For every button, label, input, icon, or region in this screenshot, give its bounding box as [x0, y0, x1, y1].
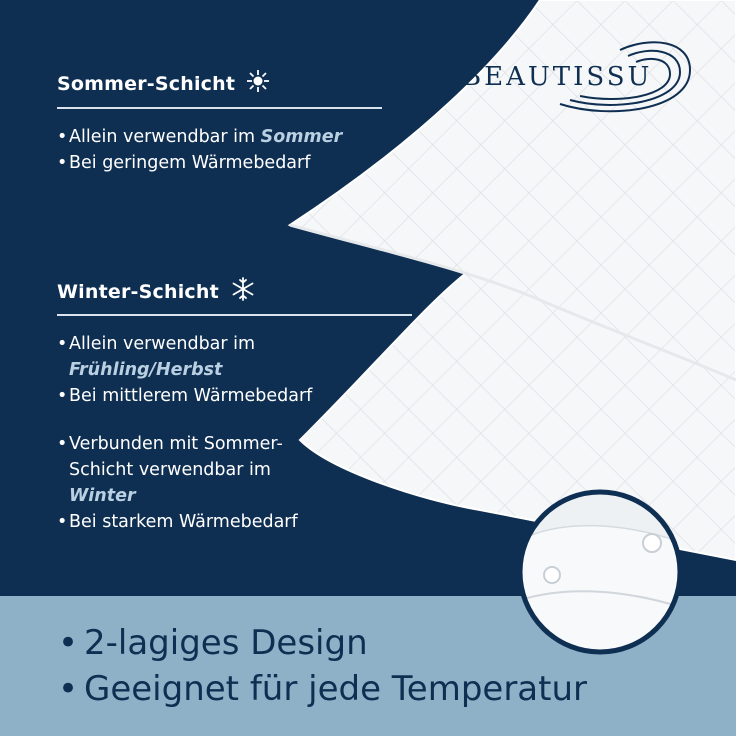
summer-accent: Sommer	[260, 127, 343, 147]
brand-logo-text: BEAUTISSU	[462, 62, 653, 92]
feature-list	[58, 620, 587, 712]
list-item: • Allein verwendbar im Sommer	[57, 124, 342, 150]
list-item: • Verbunden mit Sommer-	[57, 431, 312, 457]
list-item: • Bei geringem Wärmebedarf	[57, 150, 342, 176]
winter-heading-text: Winter-Schicht	[57, 280, 219, 303]
summer-heading-text: Sommer-Schicht	[57, 72, 236, 95]
feature-item: • Geeignet für jede Temperatur	[58, 666, 587, 712]
winter-bullets	[57, 331, 312, 535]
snowflake-icon	[231, 277, 255, 306]
feature-item: • 2-lagiges Design	[58, 620, 587, 666]
summer-bullets	[57, 124, 342, 176]
list-item-continuation: Frühling/Herbst	[69, 360, 223, 380]
list-item: • Allein verwendbar im	[57, 331, 312, 357]
summer-divider	[57, 107, 382, 109]
winter-heading	[57, 277, 255, 306]
list-item-continuation: Winter	[69, 486, 136, 506]
summer-heading	[57, 70, 269, 97]
list-item-continuation: Schicht verwendbar im	[69, 460, 271, 480]
sun-icon	[247, 70, 269, 97]
list-spacer	[57, 409, 312, 431]
winter-divider	[57, 314, 412, 316]
list-item: • Bei mittlerem Wärmebedarf	[57, 383, 312, 409]
list-item: • Bei starkem Wärmebedarf	[57, 509, 312, 535]
brand-logo	[462, 62, 652, 92]
